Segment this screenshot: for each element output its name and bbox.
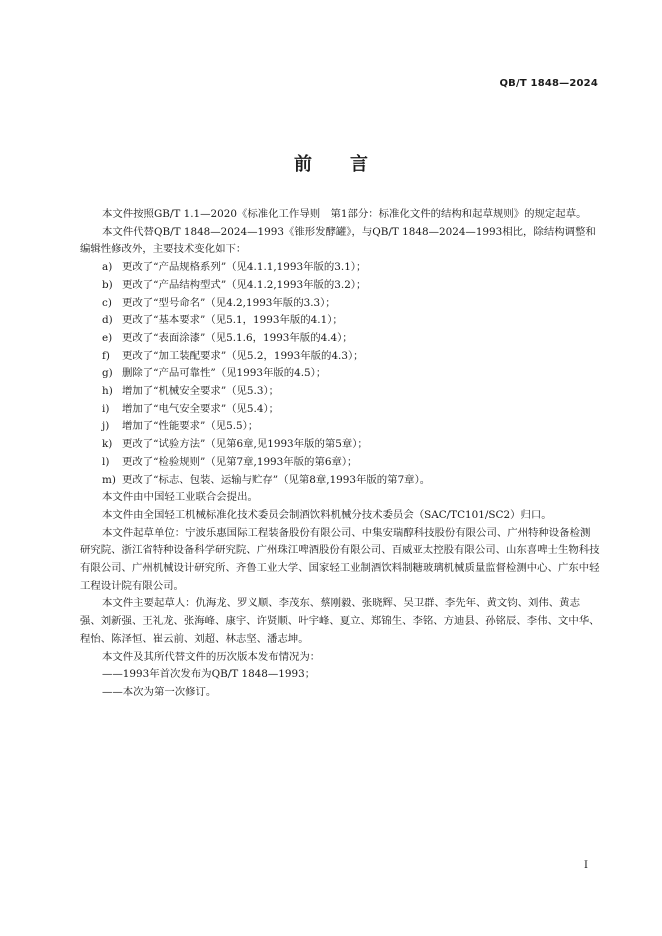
list-marker: m) xyxy=(102,473,116,486)
list-item xyxy=(80,259,600,277)
list-item xyxy=(80,436,600,454)
list-item-text: 增加了“电气安全要求”（见5.4）； xyxy=(122,402,280,415)
list-item xyxy=(80,330,600,348)
list-marker: d) xyxy=(102,314,113,327)
drafting-units-paragraph: 本文件起草单位：宁波乐惠国际工程装备股份有限公司、中集安瑞醇科技股份有限公司、广州特种设备检测研究院、浙江省特种设备科学研究院、广州珠江啤酒股份有限公司、百威亚太控股有限公司、山东喜啤士生物科技有限公司、广州机械设计研究所、齐鲁工业大学、国家轻工业制酒饮料制糖玻璃机械质量监督检测中心、广东中轻工程设计院有限公司。 xyxy=(80,526,600,592)
list-item-text: 更改了“检验规则”（见第7章,1993年版的第6章）； xyxy=(122,455,358,468)
list-item xyxy=(80,383,600,401)
changes-list xyxy=(80,259,600,489)
committee-paragraph: 本文件由全国轻工机械标准化技术委员会制酒饮料机械分技术委员会（SAC/TC101/SC2）归口。 xyxy=(102,508,552,521)
list-item xyxy=(80,312,600,330)
history-item: ——本次为第一次修订。 xyxy=(102,685,217,698)
list-marker: g) xyxy=(102,367,113,380)
list-item-text: 更改了“基本要求”（见5.1，1993年版的4.1）； xyxy=(122,314,343,327)
list-marker: e) xyxy=(102,331,113,344)
list-item xyxy=(80,401,600,419)
list-item-text: 更改了“加工装配要求”（见5.2，1993年版的4.3）； xyxy=(122,349,364,362)
list-marker: f) xyxy=(102,349,110,362)
list-item xyxy=(80,348,600,366)
standard-code: QB/T 1848—2024 xyxy=(499,78,598,89)
history-intro-paragraph: 本文件及其所代替文件的历次版本发布情况为： xyxy=(102,650,321,663)
intro-paragraph-replacement: 本文件代替QB/T 1848—2024—1993《锥形发酵罐》，与QB/T 1848—2024—1993相比，除结构调整和编辑性修改外，主要技术变化如下： xyxy=(80,225,596,256)
list-marker: j) xyxy=(102,420,110,433)
proposer-paragraph: 本文件由中国轻工业联合会提出。 xyxy=(102,491,258,504)
list-marker: l) xyxy=(102,455,110,468)
history-item: ——1993年首次发布为QB/T 1848—1993； xyxy=(102,668,316,681)
foreword-body xyxy=(80,206,600,702)
list-item-text: 更改了“产品规格系列”（见4.1.1,1993年版的3.1）； xyxy=(122,261,367,274)
list-item-text: 更改了“标志、包装、运输与贮存”（见第8章,1993年版的第7章）。 xyxy=(122,473,431,486)
list-item xyxy=(80,277,600,295)
list-item xyxy=(80,472,600,490)
list-item xyxy=(80,454,600,472)
list-item-text: 增加了“机械安全要求”（见5.3）； xyxy=(122,385,280,398)
list-item xyxy=(80,295,600,313)
page-number: I xyxy=(584,860,588,871)
list-item-text: 更改了“表面涂漆”（见5.1.6，1993年版的4.4）； xyxy=(122,331,353,344)
list-item-text: 删除了“产品可靠性”（见1993年版的4.5）； xyxy=(122,367,327,380)
list-marker: h) xyxy=(102,385,113,398)
list-marker: c) xyxy=(102,296,112,309)
list-item-text: 更改了“产品结构型式”（见4.1.2,1993年版的3.2）； xyxy=(122,278,367,291)
list-item xyxy=(80,418,600,436)
list-item-text: 更改了“型号命名”（见4.2,1993年版的3.3）； xyxy=(122,296,336,309)
intro-paragraph-drafting: 本文件按照GB/T 1.1—2020《标准化工作导则 第1部分：标准化文件的结构和起草规则》的规定起草。 xyxy=(102,208,587,220)
list-item xyxy=(80,365,600,383)
list-marker: b) xyxy=(102,278,113,291)
drafters-paragraph: 本文件主要起草人：仇海龙、罗义顺、李茂东、蔡刚毅、张晓辉、吴卫群、李先年、黄文钧、刘伟、黄志强、刘新强、王礼龙、张海峰、康宇、许贤顺、叶宇峰、夏立、郑锦生、李铭、方迪县、孙铭辰、李伟、文中华、程怡、陈泽恒、崔云前、刘超、林志坚、潘志坤。 xyxy=(80,597,600,645)
list-item-text: 更改了“试验方法”（见第6章,见1993年版的第5章）； xyxy=(122,438,368,451)
page-title: 前言 xyxy=(294,154,406,175)
list-marker: i) xyxy=(102,402,110,415)
list-marker: a) xyxy=(102,261,113,274)
list-item-text: 增加了“性能要求”（见5.5）； xyxy=(122,420,259,433)
list-marker: k) xyxy=(102,438,113,451)
